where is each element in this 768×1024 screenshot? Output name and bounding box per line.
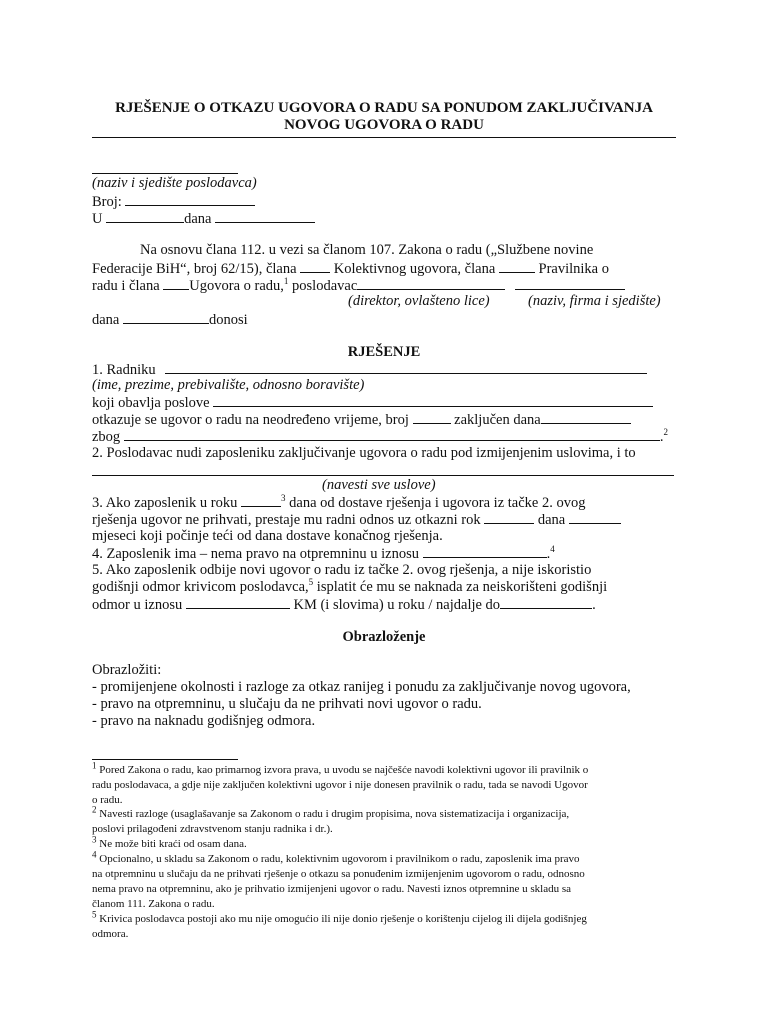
compensation-amount-blank[interactable] [186,596,290,609]
document-title-line-1: RJEŠENJE O OTKAZU UGOVORA O RADU SA PONUDOM ZAKLJUČIVANJA [115,100,653,116]
explanation-bullet: - promijenjene okolnosti i razloge za otkaz ranijeg i ponudu za zaključivanje novog ugovora, [92,679,631,695]
item-5-line-3 [92,596,596,614]
severance-amount-blank[interactable] [423,545,547,558]
place-blank[interactable] [106,210,184,223]
item-text: koji obavlja poslove [92,395,210,411]
u-label: U [92,211,103,227]
footnote-text: Pored Zakona o radu, kao primarnog izvora prava, u uvodu se najčešće navodi kolektivni ugovor ili pravilnik o [99,764,589,776]
item-2-line-1: 2. Poslodavac nudi zaposleniku zaključivanje ugovora o radu pod izmijenjenim uslovima, i to [92,445,636,461]
document-title-line-2: NOVOG UGOVORA O RADU [284,117,484,133]
employer-name-blank [92,173,238,174]
decision-date-blank[interactable] [123,311,209,324]
footnote-text: Opcionalno, u skladu sa Zakonom o radu, kolektivnim ugovorom i pravilnikom o radu, zaposlenik ima pravo [99,853,580,865]
item-text: 3. Ako zaposlenik u roku [92,495,238,511]
item-3-line-2 [92,511,621,529]
employer-caption: (naziv i sjedište poslodavca) [92,175,257,191]
item-text: . [592,597,596,613]
explanation-lead: Obrazložiti: [92,662,162,678]
conditions-caption: (navesti sve uslove) [322,477,436,493]
reason-blank[interactable] [124,428,660,441]
intro-text: Kolektivnog ugovora, člana [333,261,496,277]
item-text: otkazuje se ugovor o radu na neodređeno vrijeme, broj [92,412,409,428]
conditions-blank[interactable] [92,475,674,476]
footnote-3 [92,834,247,852]
footnote-text: na otpremninu u slučaju da ne prihvati rješenje o otkazu sa ponuđenim izmijenjenim ugovorom o radu, odnosno [92,868,585,880]
item-4-line: 4. Zaposlenik ima – nema pravo na otpremninu u iznosu .$^4$ [92,544,555,562]
employee-caption: (ime, prezime, prebivalište, odnosno boravište) [92,377,365,393]
title-underline [92,137,676,138]
contract-number-blank[interactable] [413,411,451,424]
firm-caption: (naziv, firma i sjedište) [528,293,661,309]
item-text: KM (i slovima) u roku / najdalje do [293,597,501,613]
intro-text: radu i člana [92,278,160,294]
intro-text: Ugovora o radu, [189,278,284,294]
footnote-2 [92,804,570,837]
intro-text: Pravilnika o [538,261,609,277]
item-1-line-2 [92,394,653,412]
footnote-text: o radu. [92,794,123,806]
date-blank[interactable] [215,210,315,223]
footnote-ref-3: 3 [281,493,286,504]
item-text: dana [537,512,566,528]
notice-months-blank[interactable] [569,511,621,524]
contract-article-blank[interactable] [163,277,189,290]
notice-period-blank[interactable] [484,511,534,524]
job-blank[interactable] [213,394,653,407]
item-5-line-2 [92,579,607,596]
footnote-text: poslovi prilagođeni zdravstvenom stanju radnika i dr.). [92,823,333,835]
item-1-line-4: zbog .$^2$ [92,427,668,445]
footnote-text: članom 111. Zakona o radu. [92,898,215,910]
footnote-number: 2 [92,804,97,815]
place-date-line [92,210,315,228]
footnote-ref-2: 2 [663,427,668,438]
footnote-text: nema pravo na otpremninu, ako je prihvatio izmijenjeni ugovor o radu. Navesti iznos otpremnine u skladu sa [92,883,571,895]
deadline-days-blank[interactable] [241,494,281,507]
director-caption: (direktor, ovlašteno lice) [348,293,490,309]
item-3-line-1 [92,494,585,512]
footnote-text: Navesti razloge (usaglašavanje sa Zakonom o radu i drugim propisima, nova sistematizacija i organizacija, [99,808,570,820]
footnote-text: odmora. [92,928,129,940]
intro-text: donosi [209,312,248,328]
footnote-1 [92,760,589,808]
explanation-bullet: - pravo na otpremninu, u slučaju da ne prihvati novi ugovor o radu. [92,696,482,712]
broj-line [92,193,255,211]
director-blank[interactable] [357,277,505,290]
broj-label: Broj: [92,194,122,210]
explanation-bullet: - pravo na naknadu godišnjeg odmora. [92,713,316,729]
footnote-text: radu poslodavaca, a gdje nije zaključen kolektivni ugovor i nije donesen pravilnik o radu, tada se navodi Ugovor [92,779,588,791]
intro-line-1: Na osnovu člana 112. u vezi sa članom 107. Zakona o radu („Službene novine [140,242,594,258]
contract-date-blank[interactable] [541,411,631,424]
footnote-text: Krivica poslodavca postoji ako mu nije omogućio ili nije donio rješenje o korištenju cijelog ili dijela godišnjeg [99,913,587,925]
footnote-ref-5: 5 [308,577,314,588]
item-text: odmor u iznosu [92,597,183,613]
item-text: rješenja ugovor ne prihvati, prestaje mu radni odnos uz otkazni rok [92,512,481,528]
item-text: dana od dostave rješenja i ugovora iz tačke 2. ovog [289,495,586,511]
footnote-4 [92,849,585,912]
footnote-5 [92,909,587,942]
dana-label: dana [184,211,212,227]
item-text: godišnji odmor krivicom poslodavca, [92,579,309,595]
intro-text: poslodavac [292,278,358,294]
explanation-heading: Obrazloženje [342,629,426,645]
footnote-text: Ne može biti kraći od osam dana. [99,838,247,850]
item-text: zbog [92,429,121,445]
footnote-separator [92,759,238,760]
rulebook-article-blank[interactable] [499,260,535,273]
firm-blank[interactable] [515,277,625,290]
footnote-number: 1 [92,760,97,771]
footnote-number: 4 [92,849,97,860]
intro-line-4 [92,311,248,329]
item-1-line-3 [92,411,631,429]
item-text: 1. Radniku [92,362,156,378]
footnote-ref-1: 1 [283,276,289,287]
intro-text: Federacije BiH“, broj 62/15), člana [92,261,297,277]
intro-line-2 [92,260,609,278]
item-5-line-1: 5. Ako zaposlenik odbije novi ugovor o radu iz tačke 2. ovog rješenja, a nije iskoristio [92,562,592,578]
broj-blank[interactable] [125,193,255,206]
collective-article-blank[interactable] [300,260,330,273]
intro-text: dana [92,312,120,328]
item-text: 4. Zaposlenik ima – nema pravo na otpremninu u iznosu [92,546,419,562]
footnote-number: 5 [92,909,97,920]
employee-blank[interactable] [165,361,647,374]
payment-deadline-blank[interactable] [500,596,592,609]
footnote-number: 3 [92,834,97,845]
item-text: zaključen dana [454,412,541,428]
item-3-line-3: mjeseci koji počinje teći od dana dostave konačnog rješenja. [92,528,443,544]
item-text: isplatit će mu se naknada za neiskorišteni godišnji [316,579,608,595]
footnote-ref-4: 4 [550,544,555,555]
decision-heading: RJEŠENJE [347,344,421,360]
